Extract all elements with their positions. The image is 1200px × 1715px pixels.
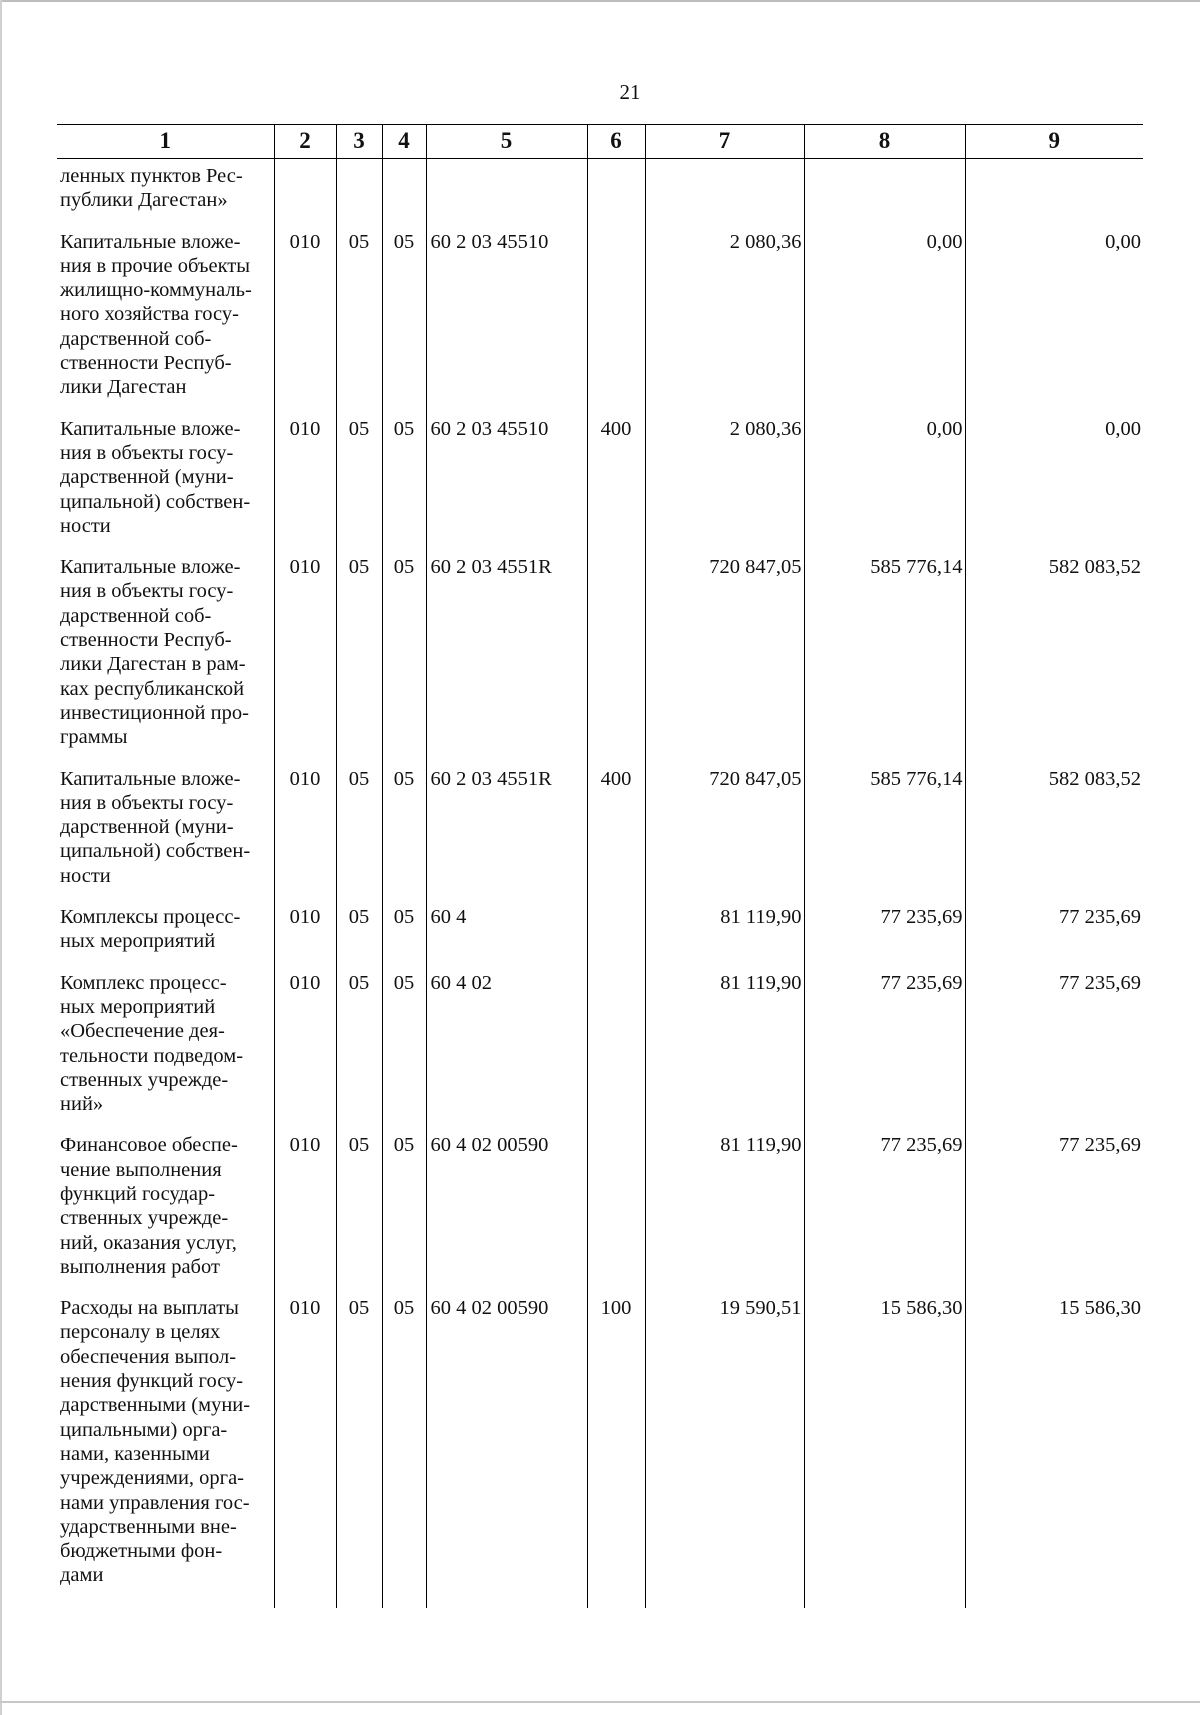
cell-ministry-code: 010 [274, 225, 336, 412]
table-body [57, 159, 1143, 1608]
cell-subsection: 05 [382, 900, 426, 966]
expense-name-line: учреждениями, орга- [60, 1467, 244, 1490]
table-row [57, 966, 1143, 1129]
cell-ministry-code: 010 [274, 762, 336, 900]
expense-name-line: публики Дагестан» [60, 189, 228, 212]
expense-name-line: Капитальные вложе- [60, 417, 241, 440]
expense-name-line: дарственной (муни- [60, 466, 234, 489]
expense-name-line: ленных пунктов Рес- [60, 165, 243, 187]
expense-name-line: ных мероприятий [60, 995, 216, 1018]
cell-expense-type [587, 159, 645, 225]
cell-ministry-code: 010 [274, 1128, 336, 1291]
cell-section: 05 [336, 1291, 382, 1608]
cell-expense-name [57, 412, 274, 550]
cell-target-article: 60 2 03 4551R [426, 550, 587, 761]
cell-amount-col7: 2 080,36 [645, 412, 804, 550]
cell-section [336, 159, 382, 225]
expense-name-line: ципальными) орга- [60, 1418, 228, 1441]
cell-amount-col7: 81 119,90 [645, 900, 804, 966]
expense-name-line: бюджетными фон- [60, 1540, 223, 1563]
cell-amount-col9: 582 083,52 [965, 550, 1143, 761]
table-row [57, 159, 1143, 225]
cell-amount-col8: 15 586,30 [804, 1291, 965, 1608]
expense-name-line: лики Дагестан в рам- [60, 653, 246, 676]
cell-subsection: 05 [382, 966, 426, 1129]
expense-name-line: ния в объекты госу- [60, 791, 234, 814]
table-row [57, 1128, 1143, 1291]
cell-ministry-code: 010 [274, 900, 336, 966]
column-header-1: 1 [57, 125, 274, 159]
cell-ministry-code [274, 159, 336, 225]
expense-name-line: функций государ- [60, 1182, 216, 1205]
cell-expense-name [57, 900, 274, 966]
scan-edge-bottom [0, 1701, 1200, 1703]
cell-amount-col7: 2 080,36 [645, 225, 804, 412]
expense-name-line: тельности подведом- [60, 1044, 244, 1067]
expense-name-line: чение выполнения [60, 1158, 222, 1181]
column-header-7: 7 [645, 125, 804, 159]
expense-name-line: лики Дагестан [60, 376, 187, 399]
cell-target-article: 60 2 03 45510 [426, 225, 587, 412]
expense-name-line: ности [60, 864, 111, 887]
table-row [57, 762, 1143, 900]
cell-section: 05 [336, 900, 382, 966]
expense-name-line: Капитальные вложе- [60, 767, 241, 790]
expense-name-line: Капитальные вложе- [60, 556, 241, 579]
expense-name-line: Комплекс процесс- [60, 971, 227, 994]
cell-subsection: 05 [382, 1128, 426, 1291]
cell-target-article: 60 2 03 45510 [426, 412, 587, 550]
expense-name-line: выполнения работ [60, 1255, 220, 1278]
expense-name-line: нами, казенными [60, 1442, 210, 1465]
cell-amount-col8: 77 235,69 [804, 966, 965, 1129]
expense-name-line: ственных учрежде- [60, 1207, 229, 1230]
cell-expense-name [57, 159, 274, 225]
expense-name-line: ния в объекты госу- [60, 441, 234, 464]
column-header-6: 6 [587, 125, 645, 159]
expense-name-line: ударственными вне- [60, 1515, 237, 1538]
header-row [57, 125, 1143, 159]
expense-name-line: ного хозяйства госу- [60, 303, 239, 326]
expense-name-line: ния в прочие объекты [60, 254, 251, 277]
budget-table-wrapper [57, 124, 1143, 1608]
cell-amount-col8: 0,00 [804, 412, 965, 550]
expense-name-line: Комплексы процесс- [60, 906, 241, 929]
cell-amount-col9: 77 235,69 [965, 966, 1143, 1129]
expense-name-line: Финансовое обеспе- [60, 1134, 238, 1157]
cell-expense-type: 100 [587, 1291, 645, 1608]
expense-name-line: ных мероприятий [60, 930, 216, 953]
expense-name-line: дарственными (муни- [60, 1394, 251, 1417]
table-row [57, 1291, 1143, 1608]
cell-expense-type: 400 [587, 762, 645, 900]
cell-expense-type [587, 225, 645, 412]
expense-name-line: ципальной) собствен- [60, 840, 251, 863]
cell-amount-col9: 582 083,52 [965, 762, 1143, 900]
cell-amount-col9: 77 235,69 [965, 900, 1143, 966]
table-row [57, 225, 1143, 412]
cell-amount-col8: 0,00 [804, 225, 965, 412]
expense-name-line: дарственной (муни- [60, 816, 234, 839]
cell-amount-col7 [645, 159, 804, 225]
column-header-3: 3 [336, 125, 382, 159]
expense-name-line: персоналу в целях [60, 1321, 221, 1344]
cell-amount-col7: 81 119,90 [645, 966, 804, 1129]
cell-section: 05 [336, 762, 382, 900]
cell-ministry-code: 010 [274, 966, 336, 1129]
budget-table [57, 124, 1143, 1608]
expense-name-line: ственных учрежде- [60, 1068, 229, 1091]
cell-amount-col7: 720 847,05 [645, 550, 804, 761]
cell-amount-col8: 585 776,14 [804, 550, 965, 761]
cell-amount-col8: 77 235,69 [804, 1128, 965, 1291]
cell-amount-col7: 720 847,05 [645, 762, 804, 900]
cell-amount-col9: 0,00 [965, 412, 1143, 550]
column-header-4: 4 [382, 125, 426, 159]
cell-expense-type [587, 1128, 645, 1291]
cell-amount-col8: 585 776,14 [804, 762, 965, 900]
expense-name-line: ний, оказания услуг, [60, 1231, 237, 1254]
cell-expense-name [57, 1291, 274, 1608]
expense-name-line: ния в объекты госу- [60, 580, 234, 603]
cell-amount-col9: 15 586,30 [965, 1291, 1143, 1608]
cell-expense-name [57, 1128, 274, 1291]
cell-subsection: 05 [382, 762, 426, 900]
cell-target-article: 60 4 02 00590 [426, 1291, 587, 1608]
table-header [57, 125, 1143, 159]
column-header-5: 5 [426, 125, 587, 159]
expense-name-line: дарственной соб- [60, 327, 212, 350]
cell-section: 05 [336, 1128, 382, 1291]
expense-name-line: ципальной) собствен- [60, 490, 251, 513]
column-header-2: 2 [274, 125, 336, 159]
cell-amount-col7: 19 590,51 [645, 1291, 804, 1608]
cell-section: 05 [336, 412, 382, 550]
expense-name-line: дами [60, 1564, 104, 1587]
cell-expense-name [57, 762, 274, 900]
expense-name-line: обеспечения выпол- [60, 1345, 237, 1368]
table-row [57, 900, 1143, 966]
cell-amount-col8 [804, 159, 965, 225]
cell-expense-name [57, 966, 274, 1129]
cell-target-article: 60 4 02 00590 [426, 1128, 587, 1291]
cell-subsection: 05 [382, 550, 426, 761]
cell-ministry-code: 010 [274, 1291, 336, 1608]
cell-amount-col7: 81 119,90 [645, 1128, 804, 1291]
cell-amount-col9: 0,00 [965, 225, 1143, 412]
cell-expense-type [587, 550, 645, 761]
cell-subsection: 05 [382, 225, 426, 412]
cell-target-article: 60 4 02 [426, 966, 587, 1129]
cell-expense-type [587, 966, 645, 1129]
cell-target-article: 60 4 [426, 900, 587, 966]
column-header-8: 8 [804, 125, 965, 159]
scan-edge-top [0, 0, 1200, 2]
cell-ministry-code: 010 [274, 550, 336, 761]
cell-section: 05 [336, 966, 382, 1129]
cell-target-article: 60 2 03 4551R [426, 762, 587, 900]
cell-ministry-code: 010 [274, 412, 336, 550]
expense-name-line: ний» [60, 1093, 104, 1116]
expense-name-line: Расходы на выплаты [60, 1297, 239, 1320]
cell-section: 05 [336, 225, 382, 412]
cell-section: 05 [336, 550, 382, 761]
page-number: 21 [619, 80, 641, 104]
table-row [57, 412, 1143, 550]
expense-name-line: Капитальные вложе- [60, 230, 241, 253]
expense-name-line: ках республиканской [60, 677, 245, 700]
cell-expense-name [57, 225, 274, 412]
cell-expense-name [57, 550, 274, 761]
cell-target-article [426, 159, 587, 225]
scan-edge-left [0, 0, 2, 1715]
cell-expense-type: 400 [587, 412, 645, 550]
table-row [57, 550, 1143, 761]
expense-name-line: ственности Респуб- [60, 629, 232, 652]
cell-expense-type [587, 900, 645, 966]
cell-amount-col9 [965, 159, 1143, 225]
expense-name-line: инвестиционной про- [60, 701, 249, 724]
cell-amount-col8: 77 235,69 [804, 900, 965, 966]
cell-amount-col9: 77 235,69 [965, 1128, 1143, 1291]
expense-name-line: ственности Респуб- [60, 352, 232, 375]
cell-subsection: 05 [382, 1291, 426, 1608]
cell-subsection: 05 [382, 412, 426, 550]
cell-subsection [382, 159, 426, 225]
expense-name-line: жилищно-коммуналь- [60, 279, 252, 302]
expense-name-line: «Обеспечение дея- [60, 1020, 225, 1043]
expense-name-line: ности [60, 514, 111, 537]
expense-name-line: дарственной соб- [60, 604, 212, 627]
expense-name-line: нами управления гос- [60, 1491, 250, 1514]
expense-name-line: граммы [60, 726, 128, 749]
column-header-9: 9 [965, 125, 1143, 159]
expense-name-line: нения функций госу- [60, 1370, 244, 1393]
